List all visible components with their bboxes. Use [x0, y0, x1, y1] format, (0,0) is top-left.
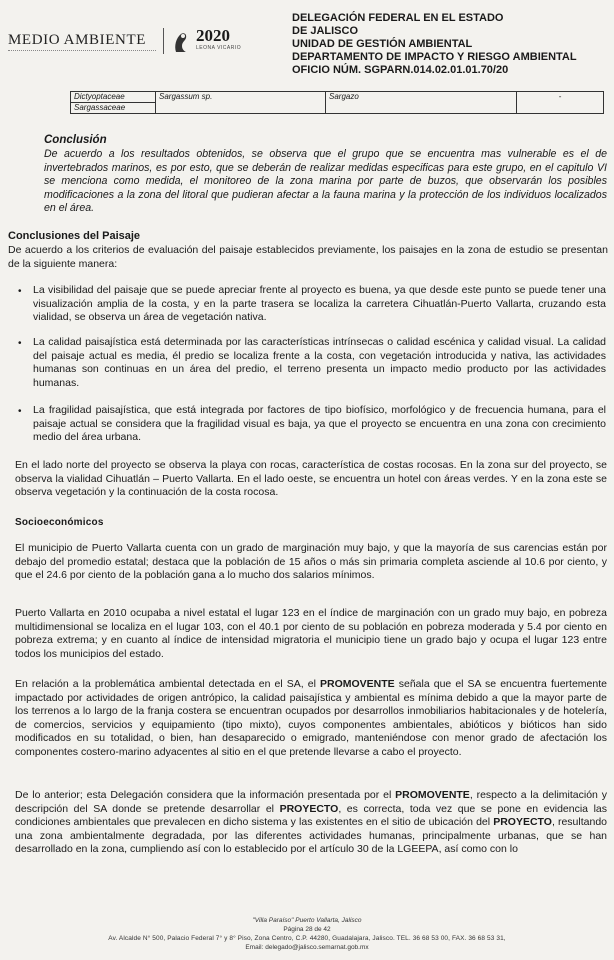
heading-line-1: DELEGACIÓN FEDERAL EN EL ESTADO — [292, 12, 504, 24]
letterhead — [0, 0, 614, 88]
footer-project-name: "Villa Paraíso" Puerto Vallarta, Jalisco — [252, 917, 362, 924]
logo-divider — [163, 28, 164, 54]
table-row — [71, 92, 604, 103]
footer-page-number: Página 28 de 42 — [283, 926, 331, 933]
socio-title: Socioeconómicos — [15, 517, 104, 528]
socio-paragraph-4: De lo anterior; esta Delegación considera que la información presentada por el PROMOVENTE, respecto a la delimitación y descripción del SA donde se pretende desarrollar el PROYECTO, es correcta, toda vez que se pone en evidencia las condiciones ambientales que prevalecen en dicho sistema y las existentes en el sitio de ubicación del PROYECTO, resultando una zona ambientalmente degradada, por las diferentes actividades humanas, principalmente urbanas, que se han desarrollado en la zona, cumpliendo así con lo establecido por el artículo 30 de la LGEEPA, así como con lo — [15, 789, 608, 856]
heading-line-3: UNIDAD DE GESTIÓN AMBIENTAL — [292, 38, 473, 50]
socio-paragraph-1: El municipio de Puerto Vallarta cuenta con un grado de marginación muy bajo, y que la mayoría de sus carencias están por debajo del promedio estatal; destaca que la población de 15 años o más sin primaria completa asciende al 10.6 por ciento, y que el 24.6 por ciento de la población gana a lo mucho dos salarios mínimos. — [15, 542, 607, 582]
species-table — [70, 91, 604, 114]
bullet-icon: • — [18, 338, 22, 349]
socio-paragraph-3: En relación a la problemática ambiental detectada en el SA, el PROMOVENTE señala que el SA se encuentra fuertemente impactado por actividades de origen antrópico, la calidad paisajística y ambiental es mínima debido a que la mayor parte de los terrenos a lo largo de la franja costera se encuentran ocupados por desarrollos inmobiliarios habitacionales y de hotelería, de comercios, servicios y equipamiento (tipo mixto), cuyos componentes ambientales, abióticos y bióticos han sido modificados en su totalidad, o bien, han desaparecido o emigrado, manteniéndose con menor grado de afectación los componentes costero-marino adyacentes al sitio en el que pretende llevarse a cabo el proyecto. — [15, 678, 607, 758]
table-cell: Sargassaceae — [71, 103, 156, 114]
page-footer — [0, 916, 614, 952]
table-cell: Dictyoptaceae — [71, 92, 156, 103]
table-cell: Sargassum sp. — [156, 92, 326, 114]
heading-line-4: DEPARTAMENTO DE IMPACTO Y RIESGO AMBIENTAL — [292, 51, 577, 63]
paisaje-bullet-2: La calidad paisajística está determinada por las características intrínsecas o calidad escénica y calidad visual. La calidad del paisaje actual es media, él predio se localiza frente a la costa, con vegetación introducida y nativa, las actividades humanas son continuas en un área del predio, el terreno presenta un impacto medio producto por las actividades humanas. — [33, 336, 606, 389]
logo-underline — [8, 50, 156, 54]
conclusion-title: Conclusión — [44, 134, 107, 146]
logo-caption: LEONA VICARIO — [196, 45, 242, 51]
paisaje-title: Conclusiones del Paisaje — [8, 230, 141, 242]
table-cell: - — [517, 92, 604, 114]
bullet-icon: • — [18, 286, 22, 297]
conclusion-text: De acuerdo a los resultados obtenidos, se observa que el grupo que se encuentra mas vulnerable es el de invertebrados marinos, es por esto, que se deberán de realizar medidas especificas para este grupo, en el capitulo VI se menciona como medida, el monitoreo de la zona marina por parte de buzos, que observarán los posibles modificaciones a la zona del litoral que pudieran afectar a la fauna marina y la protección de los individuos localizados en el área. — [44, 148, 607, 215]
office-heading — [292, 12, 610, 77]
oficio-number: OFICIO NÚM. SGPARN.014.02.01.01.70/20 — [292, 64, 509, 76]
footer-email: Email: delegado@jalisco.semarnat.gob.mx — [245, 944, 369, 951]
paisaje-closing: En el lado norte del proyecto se observa la playa con rocas, característica de costas rocosas. En la zona sur del proyecto, se observa la vialidad Cihuatlán – Puerto Vallarta. En el lado oeste, se encuentra un hotel con áreas verdes. Y en la zona este se observa vegetación y la continuación de la costa rocosa. — [15, 459, 607, 499]
logo-medio-ambiente: MEDIO AMBIENTE — [8, 32, 146, 48]
footer-address: Av. Alcalde N° 500, Palacio Federal 7° y 8° Piso, Zona Centro, C.P. 44280, Guadalajara, Jalisco. TEL. 36 68 53 00, FAX. 36 68 53 31, — [108, 935, 506, 942]
table-cell: Sargazo — [326, 92, 517, 114]
paisaje-bullet-3: La fragilidad paisajística, que está integrada por factores de tipo biofísico, morfológico y de frecuencia humana, para el paisaje actual se considera que la fragilidad visual es baja, ya que el proyecto se encuentra en una zona con crecimiento medio del área urbana. — [33, 404, 606, 444]
bullet-icon: • — [18, 406, 22, 417]
logo-year: 2020 — [196, 26, 230, 45]
paisaje-bullet-1: La visibilidad del paisaje que se puede apreciar frente al proyecto es buena, ya que desde este punto se puede tener una visualización amplia de la costa, y en la parte trasera se localiza la carretera Cihuatlán-Puerto Vallarta, cruzando esta vialidad, se observa un área de vegetación nativa. — [33, 284, 606, 324]
paisaje-intro: De acuerdo a los criterios de evaluación del paisaje establecidos previamente, los paisajes en la zona de estudio se presentan de la siguiente manera: — [8, 244, 608, 270]
leona-vicario-emblem-icon — [170, 30, 192, 54]
socio-paragraph-2: Puerto Vallarta en 2010 ocupaba a nivel estatal el lugar 123 en el índice de marginación con un grado muy bajo, en pobreza multidimensional se localiza en el lugar 103, con el 40.1 por ciento de su población en pobreza moderada y 5.4 por ciento en pobreza extrema; y en cuanto al índice de intensidad migratoria el municipio tiene un grado bajo y ocupa el lugar 123 entre todos los municipios del estado. — [15, 607, 607, 660]
heading-line-2: DE JALISCO — [292, 25, 359, 37]
